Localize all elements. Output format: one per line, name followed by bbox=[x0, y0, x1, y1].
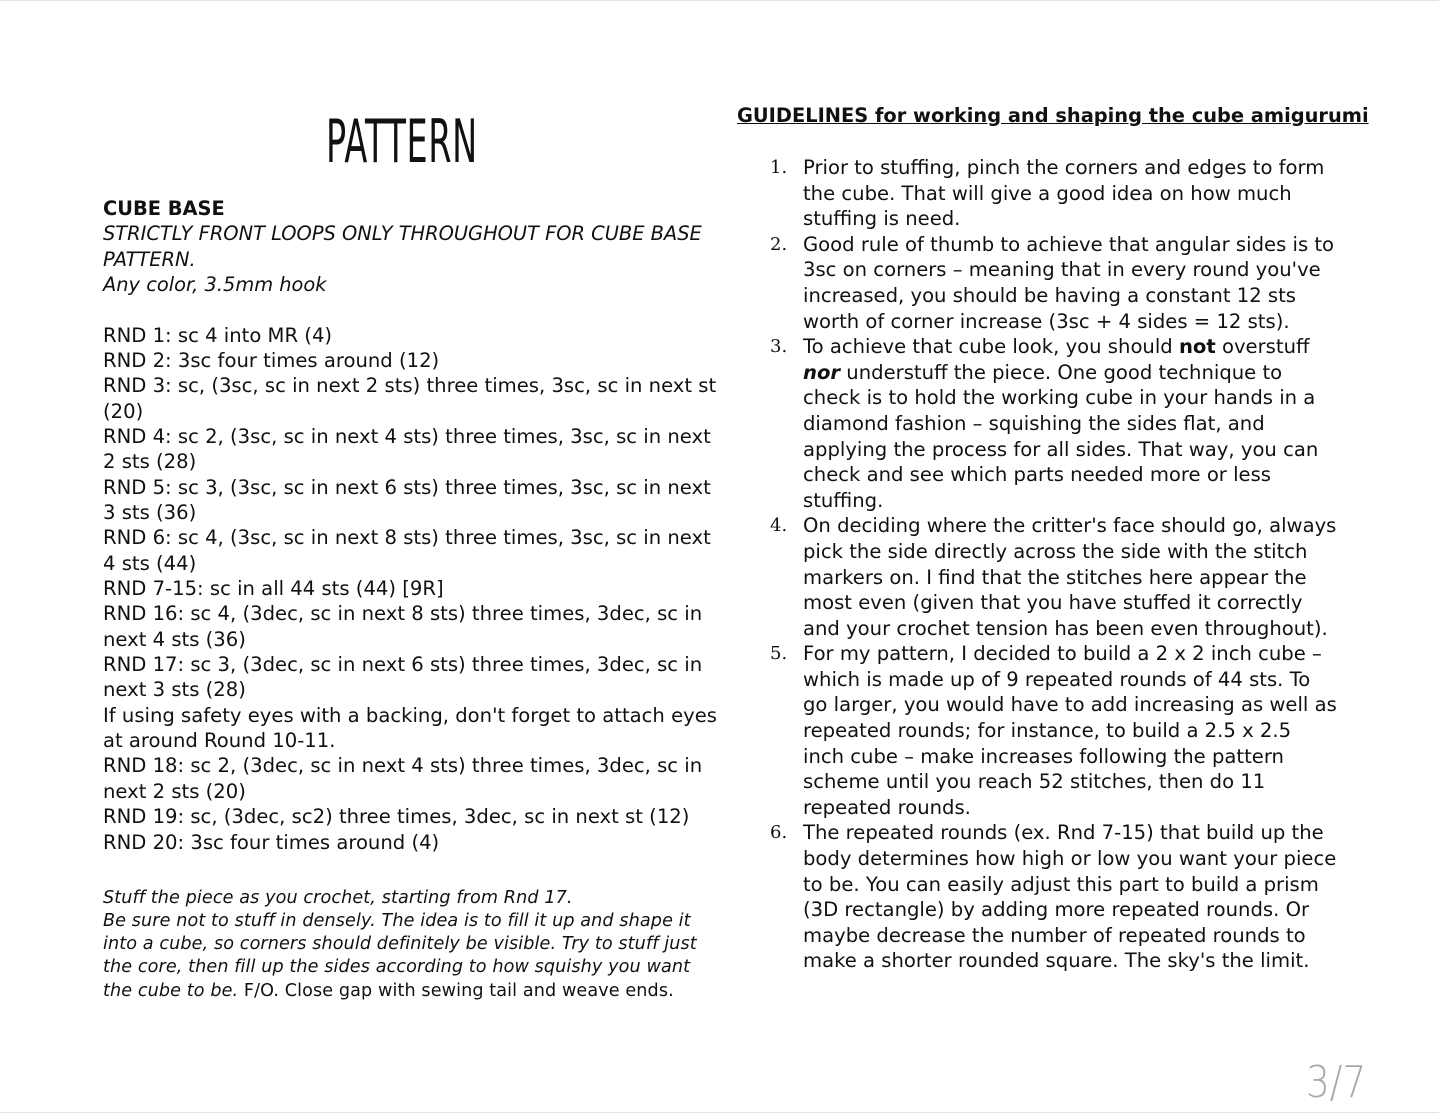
round-line: next 4 sts (36) bbox=[103, 627, 246, 651]
guideline-text-part: To achieve that cube look, you should bbox=[803, 335, 1179, 359]
page-title: PATTERN bbox=[326, 107, 478, 177]
guideline-line: go larger, you would have to add increasing as well as bbox=[803, 693, 1337, 717]
guideline-line: stuffing is need. bbox=[803, 207, 961, 231]
round-line: RND 18: sc 2, (3dec, sc in next 4 sts) three times, 3dec, sc in bbox=[103, 754, 703, 778]
guideline-line: For my pattern, I decided to build a 2 x 2 inch cube – bbox=[803, 642, 1322, 666]
guideline-line: repeated rounds. bbox=[803, 795, 971, 819]
list-item bbox=[737, 232, 1357, 334]
instruction-line: STRICTLY FRONT LOOPS ONLY THROUGHOUT FOR CUBE BASE bbox=[103, 222, 702, 246]
list-number: 6. bbox=[770, 822, 788, 844]
top-divider bbox=[0, 0, 1439, 1]
round-line: RND 7-15: sc in all 44 sts (44) [9R] bbox=[103, 577, 444, 601]
guideline-text-part: overstuff bbox=[1215, 335, 1310, 359]
round-list bbox=[103, 323, 723, 855]
list-number: 2. bbox=[770, 233, 788, 255]
round-line: RND 20: 3sc four times around (4) bbox=[103, 830, 440, 854]
round-line: RND 17: sc 3, (3dec, sc in next 6 sts) three times, 3dec, sc in bbox=[103, 653, 703, 677]
list-number: 4. bbox=[770, 515, 788, 537]
cube-base-section bbox=[103, 196, 723, 1003]
guideline-line: pick the side directly across the side with the stitch bbox=[803, 539, 1308, 563]
guideline-line: The repeated rounds (ex. Rnd 7-15) that build up the bbox=[803, 821, 1324, 845]
emphasis-not: not bbox=[1178, 335, 1216, 359]
list-item bbox=[737, 641, 1357, 820]
guideline-line: maybe decrease the number of repeated rounds to bbox=[803, 923, 1306, 947]
stuffing-line: the core, then fill up the sides according to how squishy you want bbox=[103, 957, 691, 978]
guideline-line: inch cube – make increases following the pattern bbox=[803, 744, 1284, 768]
section-heading: CUBE BASE bbox=[103, 197, 225, 220]
round-line: RND 3: sc, (3sc, sc in next 2 sts) three times, 3sc, sc in next st bbox=[103, 374, 717, 398]
guideline-line: check and see which parts needed more or less bbox=[803, 463, 1272, 487]
list-number: 5. bbox=[770, 643, 788, 665]
instruction-line: Any color, 3.5mm hook bbox=[103, 273, 327, 297]
guideline-line: check is to hold the working cube in your hands in a bbox=[803, 386, 1316, 410]
stuffing-finish-part: F/O. Close gap with sewing tail and weave ends. bbox=[238, 980, 674, 1001]
guideline-line bbox=[803, 360, 1357, 386]
guidelines-list bbox=[737, 155, 1357, 974]
round-line: RND 6: sc 4, (3sc, sc in next 8 sts) three times, 3sc, sc in next bbox=[103, 526, 711, 550]
stuffing-line bbox=[103, 980, 723, 1003]
list-item bbox=[737, 513, 1357, 641]
guideline-line bbox=[803, 334, 1357, 360]
guideline-line: On deciding where the critter's face should go, always bbox=[803, 514, 1337, 538]
guideline-line: stuffing. bbox=[803, 488, 884, 512]
round-line: next 3 sts (28) bbox=[103, 678, 246, 702]
guideline-text-part: understuff the piece. One good technique to bbox=[840, 360, 1283, 384]
instruction-line: PATTERN. bbox=[103, 247, 196, 271]
guideline-line: and your crochet tension has been even throughout). bbox=[803, 616, 1328, 640]
stuffing-italic-part: the cube to be. bbox=[103, 980, 239, 1001]
round-line: RND 1: sc 4 into MR (4) bbox=[103, 323, 333, 347]
round-line: 4 sts (44) bbox=[103, 551, 197, 575]
guideline-line: diamond fashion – squishing the sides flat, and bbox=[803, 411, 1265, 435]
guidelines-section bbox=[737, 103, 1369, 974]
round-line: RND 5: sc 3, (3sc, sc in next 6 sts) three times, 3sc, sc in next bbox=[103, 475, 711, 499]
round-line: RND 19: sc, (3dec, sc2) three times, 3dec, sc in next st (12) bbox=[103, 805, 690, 829]
guideline-line: markers on. I find that the stitches here appear the bbox=[803, 565, 1307, 589]
guideline-line: 3sc on corners – meaning that in every round you've bbox=[803, 258, 1321, 282]
guideline-line: applying the process for all sides. That way, you can bbox=[803, 437, 1319, 461]
round-line: (20) bbox=[103, 399, 144, 423]
guideline-line: Good rule of thumb to achieve that angular sides is to bbox=[803, 232, 1335, 256]
round-line: 3 sts (36) bbox=[103, 501, 197, 525]
guideline-line: (3D rectangle) by adding more repeated rounds. Or bbox=[803, 898, 1310, 922]
guideline-line: most even (given that you have stuffed it correctly bbox=[803, 591, 1303, 615]
round-line: next 2 sts (20) bbox=[103, 779, 246, 803]
stuffing-line: Stuff the piece as you crochet, starting from Rnd 17. bbox=[103, 887, 573, 908]
guideline-line: worth of corner increase (3sc + 4 sides = 12 sts). bbox=[803, 309, 1290, 333]
round-line: RND 2: 3sc four times around (12) bbox=[103, 348, 440, 372]
list-item bbox=[737, 820, 1357, 974]
guideline-line: scheme until you reach 52 stitches, then do 11 bbox=[803, 770, 1266, 794]
page-number: 3/7 bbox=[1306, 1057, 1367, 1108]
list-item bbox=[737, 334, 1357, 513]
round-line: at around Round 10-11. bbox=[103, 729, 336, 753]
guideline-line: Prior to stuffing, pinch the corners and edges to form bbox=[803, 156, 1325, 179]
round-line: RND 16: sc 4, (3dec, sc in next 8 sts) three times, 3dec, sc in bbox=[103, 602, 703, 626]
list-number: 3. bbox=[770, 336, 788, 358]
guideline-line: increased, you should be having a constant 12 sts bbox=[803, 283, 1297, 307]
list-item bbox=[737, 155, 1357, 232]
stuffing-notes bbox=[103, 887, 723, 1003]
stuffing-line: Be sure not to stuff in densely. The idea is to fill it up and shape it bbox=[103, 911, 691, 932]
stuffing-line: into a cube, so corners should definitely be visible. Try to stuff just bbox=[103, 934, 697, 955]
guideline-line: make a shorter rounded square. The sky's the limit. bbox=[803, 949, 1310, 973]
guideline-line: repeated rounds; for instance, to build a 2.5 x 2.5 bbox=[803, 719, 1292, 743]
emphasis-nor: nor bbox=[803, 360, 841, 384]
list-number: 1. bbox=[770, 157, 788, 178]
round-line: If using safety eyes with a backing, don't forget to attach eyes bbox=[103, 703, 717, 727]
guideline-line: which is made up of 9 repeated rounds of 44 sts. To bbox=[803, 667, 1311, 691]
guideline-line: body determines how high or low you want your piece bbox=[803, 847, 1337, 871]
round-line: RND 4: sc 2, (3sc, sc in next 4 sts) three times, 3sc, sc in next bbox=[103, 425, 711, 448]
guideline-line: to be. You can easily adjust this part to build a prism bbox=[803, 872, 1319, 896]
guideline-line: the cube. That will give a good idea on how much bbox=[803, 181, 1292, 205]
round-line: 2 sts (28) bbox=[103, 450, 197, 474]
guidelines-heading: GUIDELINES for working and shaping the cube amigurumi bbox=[737, 104, 1369, 127]
